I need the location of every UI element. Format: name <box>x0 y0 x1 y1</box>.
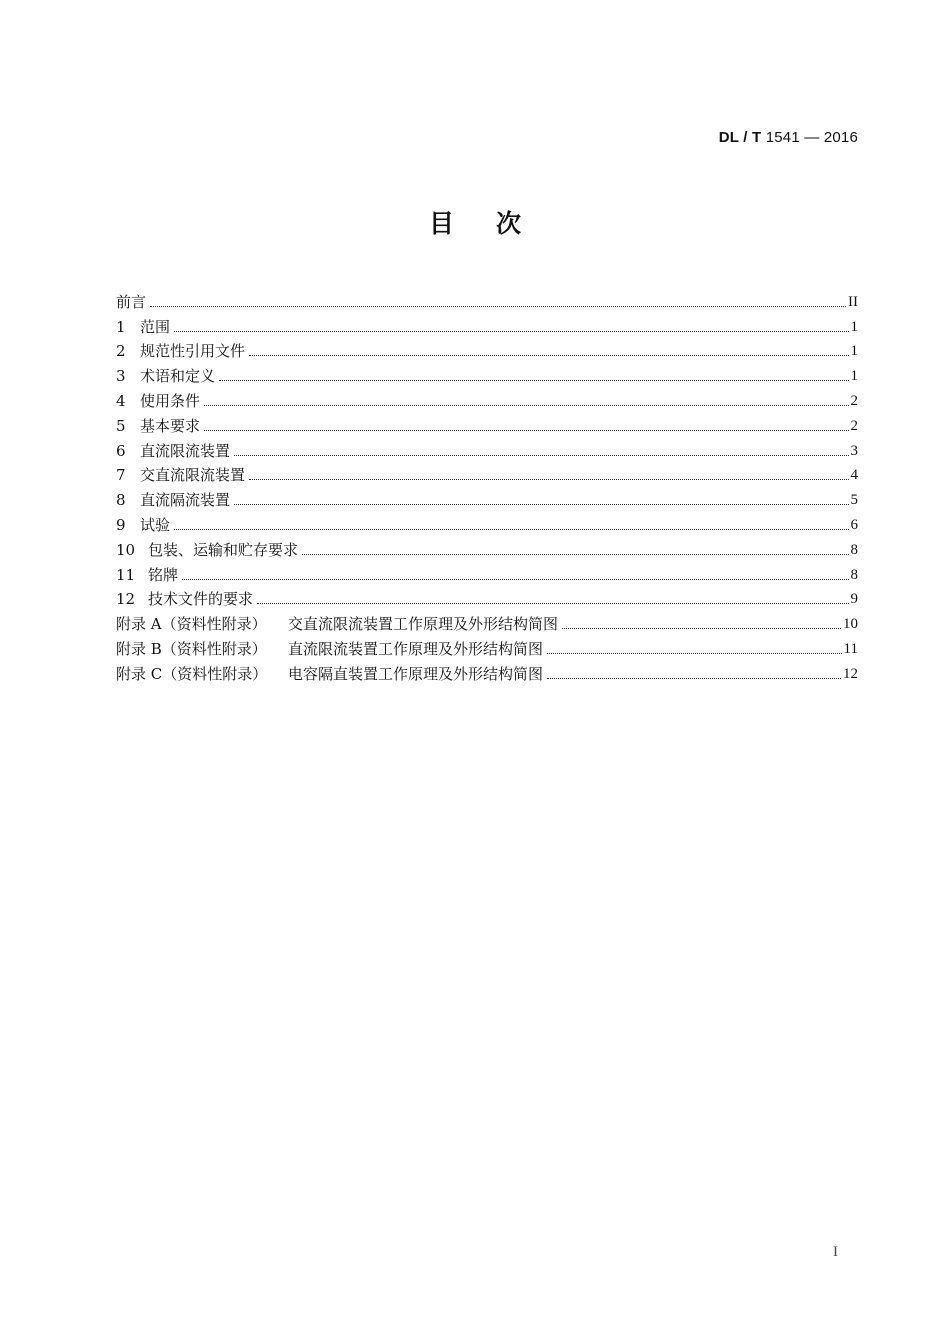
dot-leader <box>219 380 848 381</box>
toc-entry-label: 包装、运输和贮存要求 <box>148 540 299 559</box>
toc-entry-label: 使用条件 <box>140 391 201 410</box>
toc-entry-page: 11 <box>843 640 858 657</box>
toc-entry-1[interactable] <box>116 311 858 336</box>
toc-entry-page: 1 <box>850 368 858 385</box>
toc-entry-label: 技术文件的要求 <box>148 590 254 609</box>
toc-entry-label: 范围 <box>140 317 171 336</box>
toc-entry-number: 10 <box>116 540 136 559</box>
dot-leader <box>547 678 841 679</box>
toc-entry-2[interactable] <box>116 336 858 361</box>
dot-leader <box>234 455 848 456</box>
toc-entry-6[interactable] <box>116 435 858 460</box>
toc-entry-page: 9 <box>850 591 858 608</box>
toc-entry-4[interactable] <box>116 385 858 410</box>
toc-entry-label: 交直流限流装置 <box>140 466 246 485</box>
toc-entry-number: 4 <box>116 391 126 410</box>
toc-entry-page: 2 <box>850 392 858 409</box>
toc-entry-label: 规范性引用文件 <box>140 342 246 361</box>
toc-entry-page: 8 <box>850 541 858 558</box>
toc-entry-12[interactable] <box>116 584 858 609</box>
toc-entry-9[interactable] <box>116 509 858 534</box>
standard-number: 1541 — 2016 <box>765 129 858 146</box>
toc-entry-number: 9 <box>116 515 126 534</box>
toc-entry-page: 1 <box>850 343 858 360</box>
toc-entry-label: 术语和定义 <box>140 367 216 386</box>
toc-entry-label: 试验 <box>140 515 171 534</box>
toc-entry-label: 直流隔流装置 <box>140 491 231 510</box>
dot-leader <box>174 529 848 530</box>
dot-leader <box>150 306 846 307</box>
table-of-contents <box>116 286 858 683</box>
toc-entry-annex-a[interactable] <box>116 608 858 633</box>
dot-leader <box>204 405 848 406</box>
toc-entry-number: 5 <box>116 416 126 435</box>
toc-entry-page: 1 <box>850 318 858 335</box>
toc-entry-page: 4 <box>850 467 858 484</box>
toc-entry-number: 2 <box>116 342 126 361</box>
toc-entry-foreword[interactable] <box>116 286 858 311</box>
toc-entry-11[interactable] <box>116 559 858 584</box>
toc-entry-annex-c[interactable] <box>116 658 858 683</box>
dot-leader <box>234 504 848 505</box>
toc-entry-label: 电容隔直装置工作原理及外形结构简图 <box>288 664 544 683</box>
toc-entry-label: 前言 <box>116 292 147 311</box>
toc-entry-number: 1 <box>116 317 126 336</box>
toc-entry-number: 11 <box>116 565 136 584</box>
toc-entry-page: 8 <box>850 566 858 583</box>
toc-entry-label: 基本要求 <box>140 416 201 435</box>
toc-entry-page: 5 <box>850 492 858 509</box>
toc-entry-page: 2 <box>850 417 858 434</box>
dot-leader <box>249 479 848 480</box>
toc-entry-annex-b[interactable] <box>116 633 858 658</box>
toc-entry-page: II <box>848 293 858 310</box>
toc-entry-number: 8 <box>116 491 126 510</box>
toc-entry-label: 交直流限流装置工作原理及外形结构简图 <box>288 615 559 634</box>
toc-entry-page: 6 <box>850 516 858 533</box>
toc-entry-page: 3 <box>850 442 858 459</box>
page-number: I <box>833 1244 838 1260</box>
toc-entry-page: 12 <box>843 665 858 682</box>
dot-leader <box>562 628 841 629</box>
toc-entry-page: 10 <box>843 616 858 633</box>
dot-leader <box>204 430 848 431</box>
toc-entry-label: 直流限流装置 <box>140 441 231 460</box>
dot-leader <box>257 603 848 604</box>
annex-designation: 附录 B（资料性附录） <box>116 639 267 658</box>
dot-leader <box>249 355 848 356</box>
toc-entry-7[interactable] <box>116 460 858 485</box>
toc-entry-8[interactable] <box>116 484 858 509</box>
dot-leader <box>182 579 848 580</box>
standard-code <box>719 129 858 146</box>
toc-entry-5[interactable] <box>116 410 858 435</box>
standard-prefix: DL / T <box>718 129 762 146</box>
toc-entry-number: 12 <box>116 590 136 609</box>
toc-entry-label: 铭牌 <box>148 565 179 584</box>
dot-leader <box>174 331 848 332</box>
toc-entry-label: 直流限流装置工作原理及外形结构简图 <box>288 639 544 658</box>
annex-designation: 附录 A（资料性附录） <box>116 615 267 634</box>
dot-leader <box>302 554 848 555</box>
toc-entry-number: 3 <box>116 367 126 386</box>
toc-entry-3[interactable] <box>116 360 858 385</box>
dot-leader <box>547 653 842 654</box>
toc-entry-number: 6 <box>116 441 126 460</box>
toc-entry-10[interactable] <box>116 534 858 559</box>
annex-designation: 附录 C（资料性附录） <box>116 664 268 683</box>
page-title: 目次 <box>428 209 563 238</box>
toc-entry-number: 7 <box>116 466 126 485</box>
